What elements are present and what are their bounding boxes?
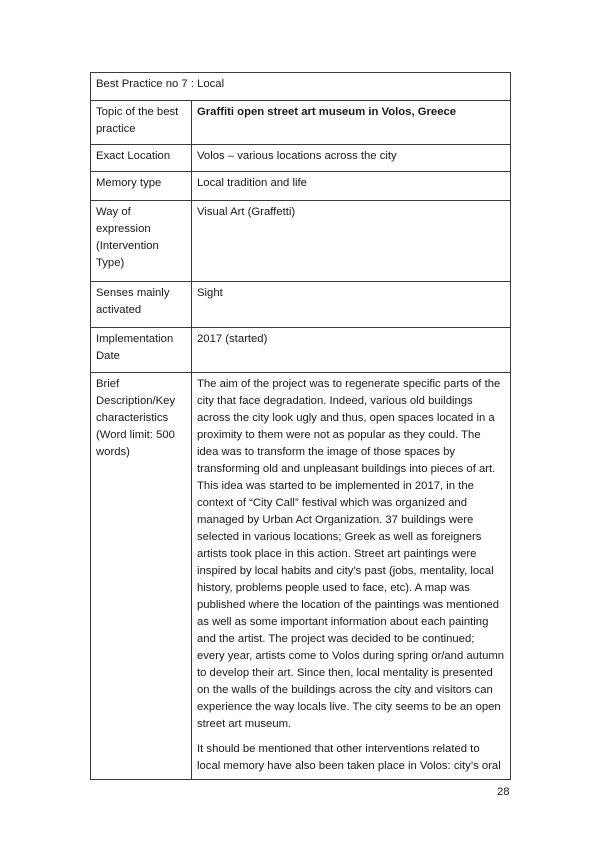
table-row xyxy=(91,172,511,201)
row-label-way-of-expression: Way of expression (Intervention Type) xyxy=(91,201,192,282)
description-paragraph: The aim of the project was to regenerate specific parts of the city that face degradation. Indeed, various old buildings across the city look ugly and thus, open spaces located in a proximity to them were not as popular as they could. The idea was to transform the image of those spaces by transforming old and unpleasant buildings into pieces of art. This idea was started to be implemented in 2017, in the context of “City Call” festival which was organized and managed by Urban Act Organization. 37 buildings were selected in various locations; Greek as well as foreigners artists took place in this action. Street art paintings were inspired by local habits and city’s past (jobs, mentality, local history, problems people used to face, etc). A map was published where the location of the paintings was mentioned as well as some important information about each painting and the artist. The project was decided to be continued; every year, artists come to Volos during spring or/and autumn to develop their art. Since then, local mentality is presented on the walls of the buildings across the city and visitors can experience the way locals live. The city seems to be an open street art museum. xyxy=(197,378,505,730)
table-row xyxy=(91,201,511,282)
row-value-topic: Graffiti open street art museum in Volos, Greece xyxy=(192,101,511,145)
row-value-implementation-date: 2017 (started) xyxy=(192,328,511,373)
row-label-description: Brief Description/Key characteristics (Word limit: 500 words) xyxy=(91,373,192,780)
row-value-location: Volos – various locations across the city xyxy=(192,145,511,172)
row-label-memory-type: Memory type xyxy=(91,172,192,201)
page-number: 28 xyxy=(497,786,510,798)
row-label-implementation-date: Implementation Date xyxy=(91,328,192,373)
best-practice-table xyxy=(90,72,511,780)
row-label-senses: Senses mainly activated xyxy=(91,282,192,328)
description-paragraph: It should be mentioned that other interventions related to local memory have also been taken place in Volos: city’s oral xyxy=(197,743,501,772)
row-value-description xyxy=(192,373,511,780)
row-value-senses: Sight xyxy=(192,282,511,328)
table-row xyxy=(91,328,511,373)
table-row xyxy=(91,282,511,328)
row-label-topic: Topic of the best practice xyxy=(91,101,192,145)
row-label-location: Exact Location xyxy=(91,145,192,172)
table-row xyxy=(91,101,511,145)
table-row xyxy=(91,145,511,172)
table-header-row xyxy=(91,73,511,101)
row-value-memory-type: Local tradition and life xyxy=(192,172,511,201)
row-value-way-of-expression: Visual Art (Graffetti) xyxy=(192,201,511,282)
table-row xyxy=(91,373,511,780)
table-header-cell: Best Practice no 7 : Local xyxy=(91,73,511,101)
